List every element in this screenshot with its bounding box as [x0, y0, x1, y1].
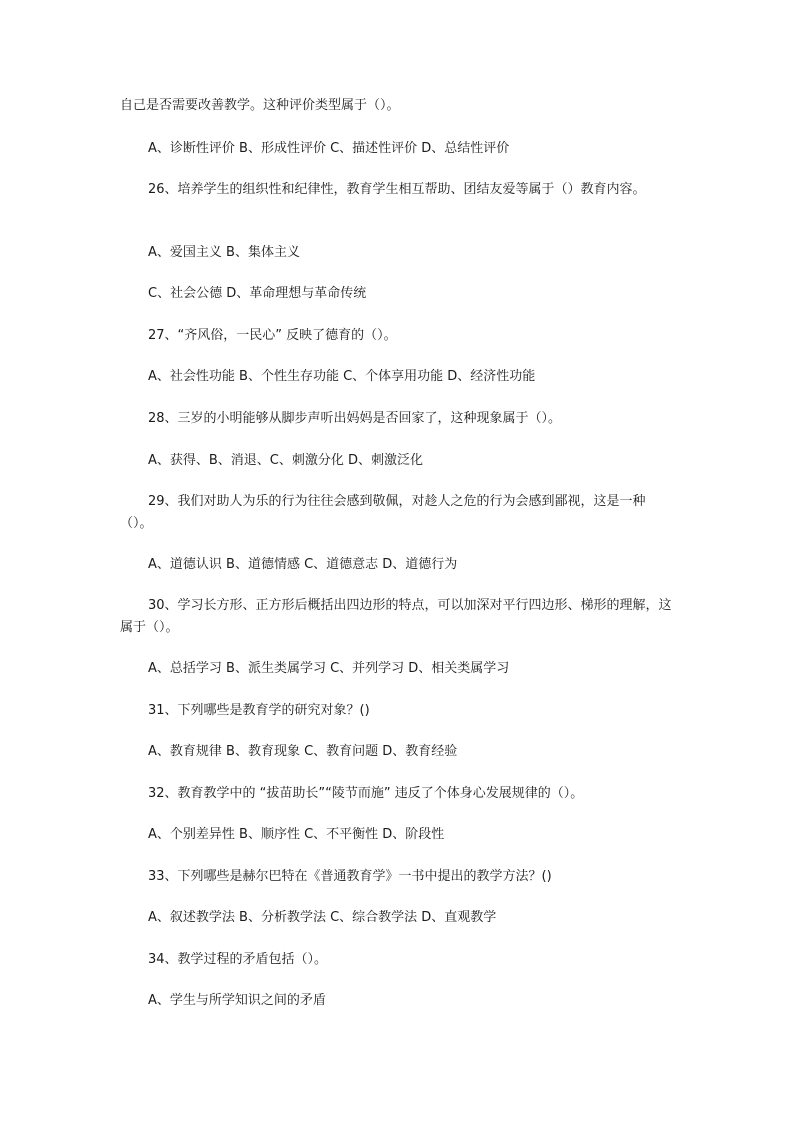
answer-options: A、学生与所学知识之间的矛盾 — [148, 993, 326, 1008]
answer-options: A、爱国主义 B、集体主义 — [148, 245, 300, 260]
question-34: 34、教学过程的矛盾包括（）。 — [148, 952, 328, 967]
answer-options: A、总括学习 B、派生类属学习 C、并列学习 D、相关类属学习 — [148, 661, 510, 676]
answer-options: A、获得、B、消退、C、刺激分化 D、刺激泛化 — [148, 453, 424, 468]
answer-options: A、教育规律 B、教育现象 C、教育问题 D、教育经验 — [148, 744, 458, 759]
question-32: 32、教育教学中的 “拔苗助长”“陵节而施” 违反了个体身心发展规律的（）。 — [148, 786, 584, 801]
answer-options: A、诊断性评价 B、形成性评价 C、描述性评价 D、总结性评价 — [148, 141, 510, 156]
text-line: 自己是否需要改善教学。这种评价类型属于（）。 — [120, 98, 400, 113]
answer-options: A、道德认识 B、道德情感 C、道德意志 D、道德行为 — [148, 557, 458, 572]
answer-options: C、社会公德 D、革命理想与革命传统 — [148, 286, 367, 301]
answer-options: A、个别差异性 B、顺序性 C、不平衡性 D、阶段性 — [148, 827, 445, 842]
question-31: 31、下列哪些是教育学的研究对象？() — [148, 703, 370, 718]
question-28: 28、三岁的小明能够从脚步声听出妈妈是否回家了，这种现象属于（）。 — [148, 411, 562, 426]
question-30: 30、学习长方形、正方形后概括出四边形的特点，可以加深对平行四边形、梯形的理解，这属于（）。 — [120, 598, 672, 635]
answer-options: A、社会性功能 B、个性生存功能 C、个体享用功能 D、经济性功能 — [148, 369, 536, 384]
answer-options: A、叙述教学法 B、分析教学法 C、综合教学法 D、直观教学 — [148, 910, 497, 925]
question-27: 27、“齐风俗，一民心” 反映了德育的（）。 — [148, 328, 397, 343]
question-33: 33、下列哪些是赫尔巴特在《普通教育学》一书中提出的教学方法？() — [148, 869, 552, 884]
question-26: 26、培养学生的组织性和纪律性，教育学生相互帮助、团结友爱等属于（）教育内容。 — [148, 182, 646, 197]
question-29: 29、我们对助人为乐的行为往往会感到敬佩，对趁人之危的行为会感到鄙视，这是一种（）。 — [120, 494, 646, 531]
